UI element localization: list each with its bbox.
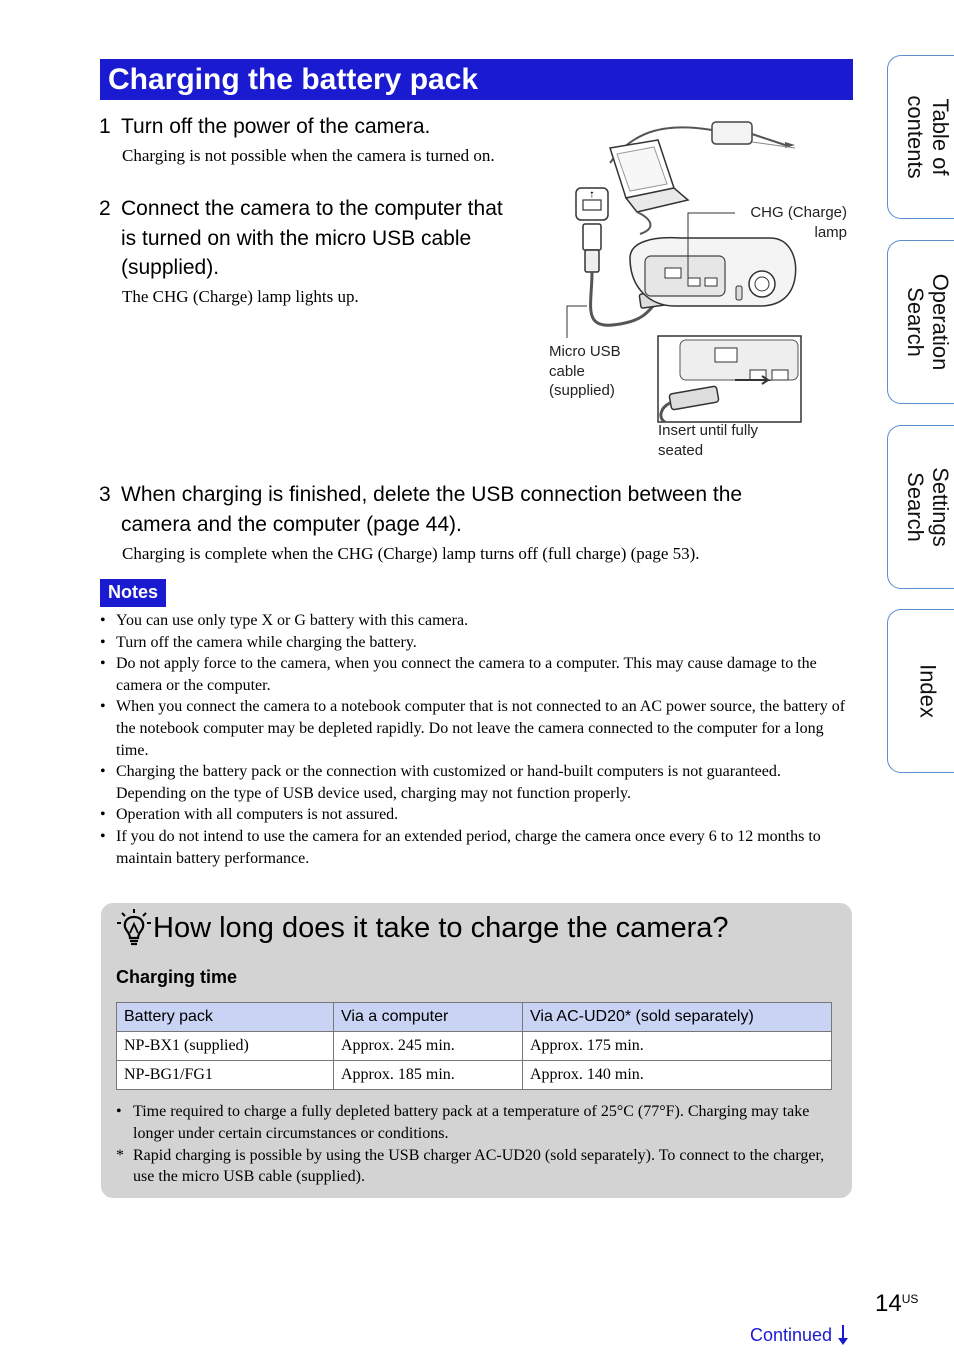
list-item: • When you connect the camera to a notebook computer that is not connected to an AC power source, the battery of the notebook computer may be depleted rapidly. Do not leave the camera connected to the computer for a long time. [100, 696, 852, 761]
notes-list [100, 610, 852, 869]
tab-table-of-contents[interactable] [887, 55, 954, 219]
page-number [875, 1290, 918, 1318]
step-text-line: When charging is finished, delete the USB connection between the [121, 483, 743, 506]
step-number: 2 [99, 197, 111, 220]
step-text: Turn off the power of the camera. [121, 115, 431, 138]
list-item: • You can use only type X or G battery with this camera. [100, 610, 852, 632]
column-header: Via AC-UD20* (sold separately) [523, 1003, 832, 1032]
step-text-line: camera and the computer (page 44). [121, 512, 462, 536]
label-line: cable [549, 362, 585, 380]
label-line: CHG (Charge) [750, 204, 847, 221]
tab-label: Settings Search [902, 467, 953, 547]
table-cell: Approx. 245 min. [334, 1032, 523, 1061]
tab-index[interactable] [887, 609, 954, 773]
list-item [116, 1101, 836, 1145]
list-item: • If you do not intend to use the camera for an extended period, charge the camera once every 6 to 12 months to maintain battery performance. [100, 826, 852, 869]
table-cell: Approx. 140 min. [523, 1061, 832, 1090]
continued-link[interactable] [750, 1324, 849, 1346]
footnote-text: Rapid charging is possible by using the USB charger AC-UD20 (sold separately). To connect to the charger, use the micro USB cable (supplied). [133, 1146, 825, 1186]
charging-time-heading: Charging time [116, 967, 238, 987]
label-line: lamp [814, 223, 847, 241]
tab-operation-search[interactable] [887, 240, 954, 404]
page-title: Charging the battery pack [100, 59, 853, 100]
step-2-note: The CHG (Charge) lamp lights up. [122, 287, 359, 306]
step-1-note: Charging is not possible when the camera is turned on. [122, 146, 495, 165]
list-item [116, 1145, 836, 1189]
step-text-line: is turned on with the micro USB cable [121, 226, 472, 250]
label-line: (supplied) [549, 382, 615, 399]
lightbulb-icon [116, 908, 152, 946]
tab-settings-search[interactable] [887, 425, 954, 589]
footnote-marker: • [116, 1103, 122, 1120]
insert-label [658, 421, 818, 460]
page-number-value: 14 [875, 1290, 902, 1317]
tab-label: Operation Search [902, 273, 953, 371]
step-text-line: Connect the camera to the computer that [121, 197, 503, 220]
footnote-marker: * [116, 1146, 124, 1164]
step-1 [99, 112, 529, 142]
step-2 [99, 194, 539, 284]
step-number: 1 [99, 115, 111, 138]
list-item: • Charging the battery pack or the connection with customized or hand-built computers is not guaranteed. Depending on the type of USB device used, charging may not function properly. [100, 761, 852, 804]
table-cell: NP-BX1 (supplied) [117, 1032, 334, 1061]
footnote-text: Time required to charge a fully depleted battery pack at a temperature of 25°C (77°F). Charging may take longer under certain circumstances or conditions. [133, 1103, 810, 1142]
continued-label: Continued [750, 1325, 833, 1345]
table-header-row [117, 1003, 832, 1032]
notes-label: Notes [100, 579, 166, 607]
table-row [117, 1032, 832, 1061]
list-item: • Turn off the camera while charging the battery. [100, 632, 852, 654]
charging-time-table [116, 1002, 832, 1090]
tab-label: Index [915, 664, 940, 718]
step-3 [99, 480, 859, 540]
arrow-down-icon [837, 1324, 849, 1346]
table-cell: Approx. 175 min. [523, 1032, 832, 1061]
step-number: 3 [99, 483, 111, 506]
label-line: Micro USB [549, 343, 621, 360]
svg-text:⭡: ⭡ [589, 191, 595, 201]
column-header: Via a computer [334, 1003, 523, 1032]
label-line: seated [658, 441, 704, 459]
page-number-suffix: US [901, 1292, 919, 1306]
tip-heading: How long does it take to charge the camera? [153, 912, 729, 944]
table-cell: NP-BG1/FG1 [117, 1061, 334, 1090]
step-text-line: (supplied). [121, 256, 220, 279]
micro-usb-cable-label [549, 342, 649, 401]
table-row [117, 1061, 832, 1090]
column-header: Battery pack [117, 1003, 334, 1032]
label-line: Insert until fully [658, 422, 759, 439]
list-item: • Operation with all computers is not assured. [100, 804, 852, 826]
chg-lamp-label [735, 203, 847, 242]
table-cell: Approx. 185 min. [334, 1061, 523, 1090]
tip-footnotes [116, 1101, 836, 1188]
list-item: • Do not apply force to the camera, when you connect the camera to a computer. This may cause damage to the camera or the computer. [100, 653, 852, 696]
step-3-note: Charging is complete when the CHG (Charge) lamp turns off (full charge) (page 53). [122, 544, 700, 563]
tab-label: Table of contents [902, 95, 953, 179]
